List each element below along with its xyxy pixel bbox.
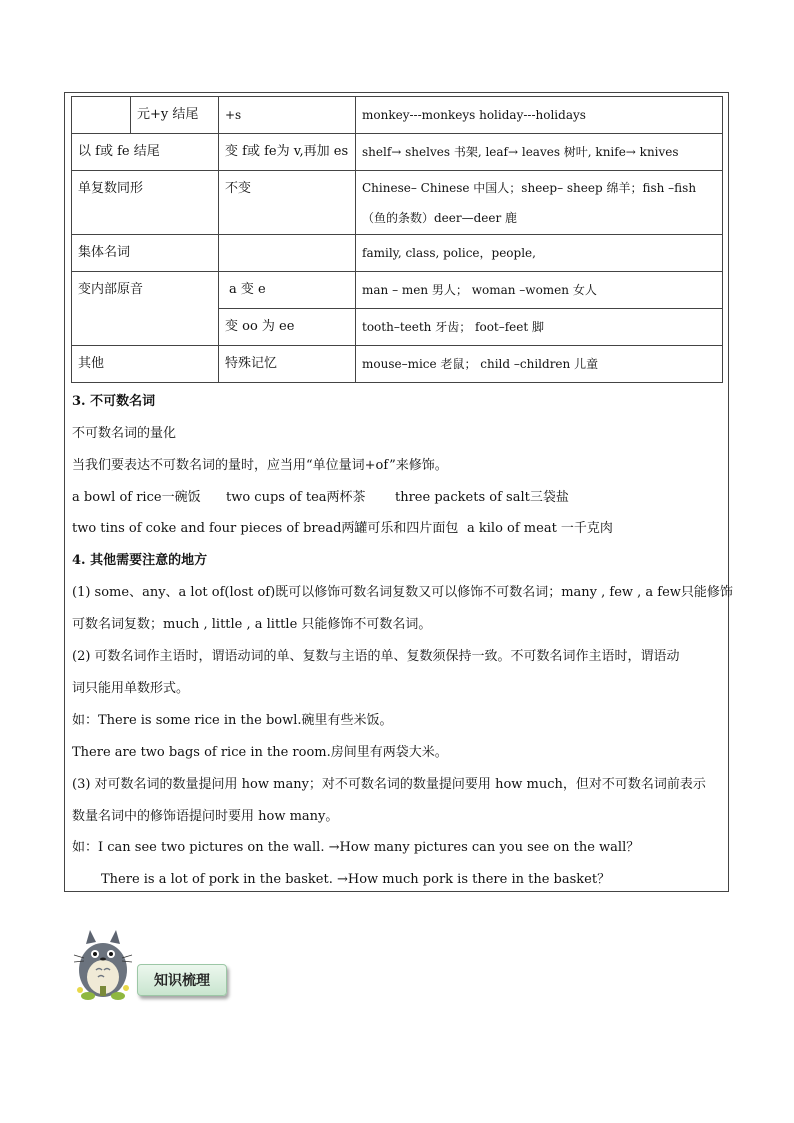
example-phrase: a bowl of rice一碗饭 xyxy=(72,490,201,505)
table-row xyxy=(72,134,723,171)
knowledge-summary-badge: 知识梳理 xyxy=(137,964,227,996)
table-cell: 不变 xyxy=(219,171,356,235)
table-cell: 变 f或 fe为 v,再加 es xyxy=(219,134,356,171)
totoro-mascot-icon xyxy=(70,930,136,1002)
plural-rules-table xyxy=(71,96,723,383)
table-cell: man – men 男人； woman –women 女人 xyxy=(356,272,723,309)
example-phrase: a kilo of meat 一千克肉 xyxy=(467,521,613,536)
paragraph-line: 可数名词复数；much , little , a little 只能修饰不可数名词。 xyxy=(72,617,432,632)
table-row xyxy=(72,171,723,235)
table-row xyxy=(72,97,723,134)
table-cell: 变内部原音 xyxy=(72,272,219,346)
section-3-heading: 3. 不可数名词 xyxy=(72,394,156,409)
table-cell: 单复数同形 xyxy=(72,171,219,235)
table-cell: 以 f或 fe 结尾 xyxy=(72,134,219,171)
example-phrase: two tins of coke and four pieces of bread两罐可乐和四片面包 xyxy=(72,521,459,536)
paragraph-line: (3) 对可数名词的数量提问用 how many；对不可数名词的数量提问要用 how much，但对不可数名词前表示 xyxy=(72,777,706,792)
table-cell: Chinese– Chinese 中国人；sheep– sheep 绵羊；fish –fish（鱼的条数）deer—deer 鹿 xyxy=(356,171,723,235)
section-4-heading: 4. 其他需要注意的地方 xyxy=(72,553,208,568)
paragraph-line: (1) some、any、a lot of(lost of)既可以修饰可数名词复数又可以修饰不可数名词；many , few , a few只能修饰 xyxy=(72,585,733,600)
paragraph-line: 词只能用单数形式。 xyxy=(72,681,190,696)
table-cell: monkey---monkeys holiday---holidays xyxy=(356,97,723,134)
table-cell: shelf→ shelves 书架, leaf→ leaves 树叶, knife→ knives xyxy=(356,134,723,171)
table-cell: mouse–mice 老鼠； child –children 儿童 xyxy=(356,346,723,383)
table-cell: a 变 e xyxy=(219,272,356,309)
example-phrase: three packets of salt三袋盐 xyxy=(395,490,569,505)
table-cell xyxy=(219,235,356,272)
table-cell: 集体名词 xyxy=(72,235,219,272)
table-row xyxy=(72,235,723,272)
table-cell xyxy=(72,97,131,134)
table-cell: 特殊记忆 xyxy=(219,346,356,383)
example-phrase: two cups of tea两杯茶 xyxy=(226,490,366,505)
paragraph-line: 数量名词中的修饰语提问时要用 how many。 xyxy=(72,809,339,824)
example-sentence: There are two bags of rice in the room.房间里有两袋大米。 xyxy=(72,745,448,760)
table-row xyxy=(72,272,723,309)
section-3-subheading: 不可数名词的量化 xyxy=(72,426,177,441)
table-cell: 元+y 结尾 xyxy=(131,97,219,134)
paragraph-line: (2) 可数名词作主语时，谓语动词的单、复数与主语的单、复数须保持一致。不可数名词作主语时，谓语动 xyxy=(72,649,680,664)
example-sentence: 如：I can see two pictures on the wall. →How many pictures can you see on the wall？ xyxy=(72,840,640,855)
section-3-intro: 当我们要表达不可数名词的量时，应当用“单位量词+of”来修饰。 xyxy=(72,458,448,473)
table-cell: tooth–teeth 牙齿； foot–feet 脚 xyxy=(356,309,723,346)
table-cell: 变 oo 为 ee xyxy=(219,309,356,346)
table-cell: family, class, police，people, xyxy=(356,235,723,272)
example-sentence: 如：There is some rice in the bowl.碗里有些米饭。 xyxy=(72,713,393,728)
table-row xyxy=(72,346,723,383)
table-cell: +s xyxy=(219,97,356,134)
example-sentence: There is a lot of pork in the basket. →How much pork is there in the basket？ xyxy=(101,872,611,887)
table-cell: 其他 xyxy=(72,346,219,383)
